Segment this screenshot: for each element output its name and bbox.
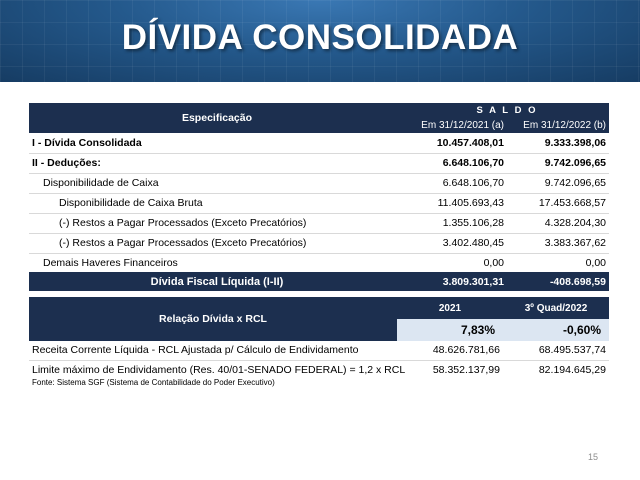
row-value-2022: 68.495.537,74	[503, 341, 609, 360]
rcl-header: Relação Dívida x RCL	[159, 313, 267, 325]
row-label: Disponibilidade de Caixa Bruta	[29, 193, 405, 213]
source-note: Fonte: Sistema SGF (Sistema de Contabilidade do Poder Executivo)	[32, 378, 275, 387]
spec-header: Especificação	[181, 112, 253, 124]
table-row	[29, 253, 609, 272]
total-value-2022: -408.698,59	[507, 272, 609, 291]
row-value-2021: 48.626.781,66	[397, 341, 503, 360]
rcl-table	[29, 297, 609, 379]
ratio-value-2021: 7,83%	[397, 319, 503, 341]
page-number: 15	[588, 452, 599, 462]
col-header-2021: Em 31/12/2021 (a)	[421, 119, 504, 131]
table-row	[29, 213, 609, 233]
total-value-2021: 3.809.301,31	[405, 272, 507, 291]
slide-title: DÍVIDA CONSOLIDADA	[121, 18, 519, 57]
total-label: Dívida Fiscal Líquida (I-II)	[29, 272, 405, 291]
row-value-2021: 3.402.480,45	[405, 233, 507, 253]
table-row	[29, 341, 609, 360]
row-label: (-) Restos a Pagar Processados (Exceto Precatórios)	[29, 213, 405, 233]
row-label: Demais Haveres Financeiros	[43, 256, 178, 269]
row-value-2022: 9.742.096,65	[507, 173, 609, 193]
table-row	[29, 153, 609, 173]
saldo-header: S A L D O	[476, 104, 538, 116]
row-value-2022: 3.383.367,62	[507, 233, 609, 253]
row-value-2021: 11.405.693,43	[405, 193, 507, 213]
col-header-2021: 2021	[438, 302, 462, 314]
debt-table	[29, 103, 609, 291]
rcl-table-header	[29, 297, 609, 319]
debt-table-header-top	[29, 103, 609, 117]
row-value-2022: 17.453.668,57	[507, 193, 609, 213]
row-value-2022: 0,00	[585, 256, 606, 269]
row-value-2021: 10.457.408,01	[405, 133, 507, 153]
table-row	[29, 233, 609, 253]
row-value-2022: 9.742.096,65	[507, 153, 609, 173]
row-label: (-) Restos a Pagar Processados (Exceto Precatórios)	[29, 233, 405, 253]
row-value-2022: 4.328.204,30	[507, 213, 609, 233]
row-value-2022: 9.333.398,06	[507, 133, 609, 153]
col-header-quad-2022: 3º Quad/2022	[524, 302, 588, 314]
row-value-2021: 6.648.106,70	[405, 153, 507, 173]
row-label: II - Deduções:	[29, 153, 405, 173]
table-row	[29, 360, 609, 379]
row-label: Receita Corrente Líquida - RCL Ajustada p/ Cálculo de Endividamento	[29, 341, 397, 360]
row-label: I - Dívida Consolidada	[29, 133, 405, 153]
row-value-2021: 6.648.106,70	[405, 173, 507, 193]
table-row	[29, 173, 609, 193]
row-label: Limite máximo de Endividamento (Res. 40/01-SENADO FEDERAL) = 1,2 x RCL	[32, 363, 406, 376]
row-value-2021: 58.352.137,99	[432, 363, 500, 376]
ratio-value-2022: -0,60%	[503, 319, 609, 341]
col-header-2022: Em 31/12/2022 (b)	[523, 119, 606, 131]
row-value-2021: 1.355.106,28	[405, 213, 507, 233]
total-row	[29, 272, 609, 291]
row-value-2022: 82.194.645,29	[538, 363, 606, 376]
row-value-2021: 0,00	[483, 256, 504, 269]
table-row	[29, 133, 609, 153]
slide-header	[0, 0, 640, 82]
row-label: Disponibilidade de Caixa	[29, 173, 405, 193]
table-row	[29, 193, 609, 213]
